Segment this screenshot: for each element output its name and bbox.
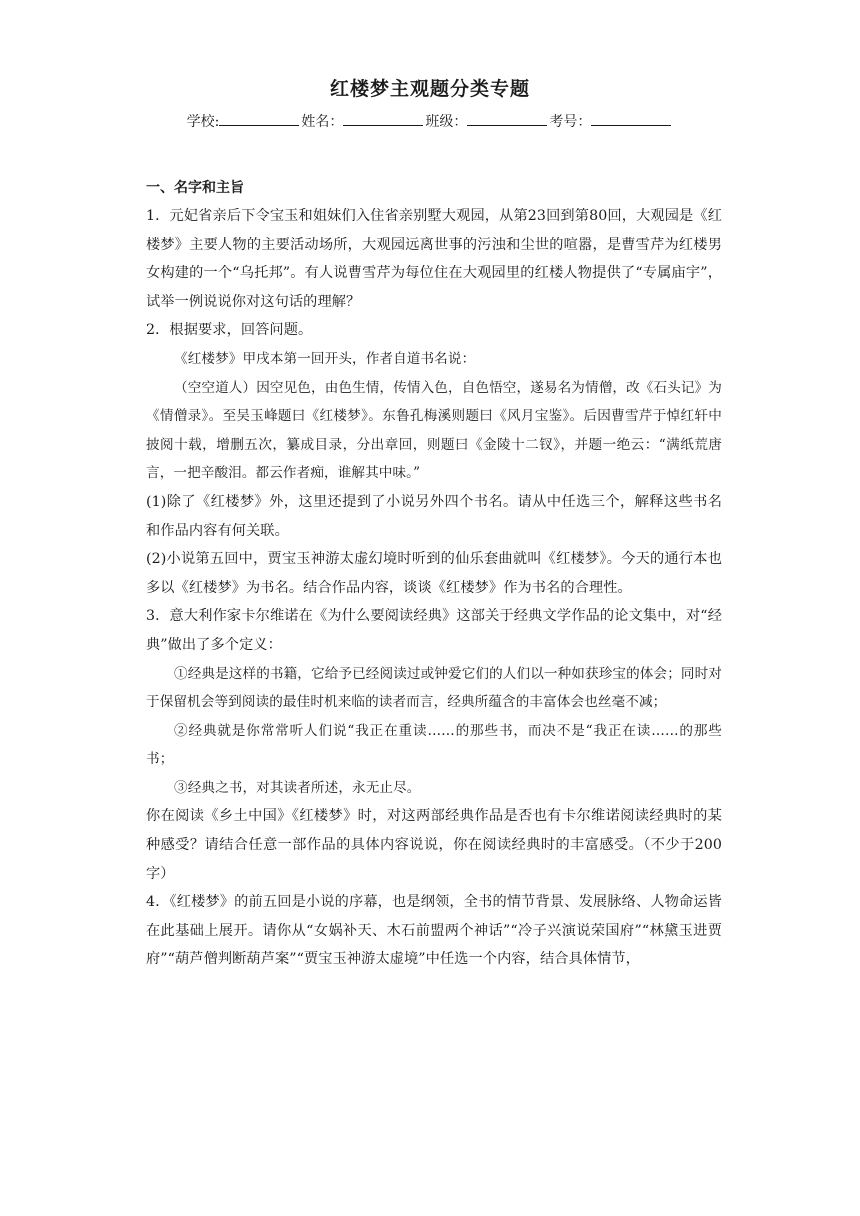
question-2-sub-2: (2)小说第五回中，贾宝玉神游太虚幻境时听到的仙乐套曲就叫《红楼梦》。今天的通行本也多以《红楼梦》为书名。结合作品内容，谈谈《红楼梦》作为书名的合理性。: [146, 551, 722, 596]
exam-no-label: 考号：: [549, 114, 592, 130]
question-4: 4．《红楼梦》的前五回是小说的序幕，也是纲领，全书的情节背景、发展脉络、人物命运皆在此基础上展开。请你从“女娲补天、木石前盟两个神话”“冷子兴演说荣国府”“林黛玉进贾府”“葫芦僧判断葫芦案”“贾宝玉神游太虚境”中任选一个内容，结合具体情节，: [146, 894, 722, 968]
question-2-quote-intro: 《红楼梦》甲戌本第一回开头，作者自道书名说：: [174, 350, 476, 367]
question-3-intro: 3．意大利作家卡尔维诺在《为什么要阅读经典》这部关于经典文学作品的论文集中，对“经典”做出了多个定义：: [146, 608, 722, 653]
question-2-quote: （空空道人）因空见色，由色生情，传情入色，自色悟空，遂易名为情僧，改《石头记》为《情僧录》。至吴玉峰题曰《红楼梦》。东鲁孔梅溪则题曰《风月宝鉴》。后因曹雪芹于悼红轩中披阅十载，增删五次，纂成目录，分出章回，则题曰《金陵十二钗》，并题一绝云：“满纸荒唐言，一把辛酸泪。都云作者痴，谁解其中味。”: [146, 379, 722, 482]
document-title: 红楼梦主观题分类专题: [329, 78, 530, 100]
question-3-definition-3: ③经典之书，对其读者所述，永无止尽。: [174, 779, 421, 796]
class-blank[interactable]: [467, 111, 547, 126]
question-1: 1．元妃省亲后下令宝玉和姐妹们入住省亲别墅大观园，从第23回到第80回，大观园是《红楼梦》主要人物的主要活动场所，大观园远离世事的污浊和尘世的喧嚣，是曹雪芹为红楼男女构建的一个“乌托邦”。有人说曹雪芹为每位住在大观园里的红楼人物提供了“专属庙宇”，试举一例说说你对这句话的理解？: [146, 208, 722, 310]
question-3-definition-2: ②经典就是你常常听人们说“我正在重读……的那些书，而决不是“我正在读……的那些书；: [146, 722, 722, 768]
question-2-intro: 2．根据要求，回答问题。: [146, 322, 313, 339]
section-heading: 一、名字和主旨: [146, 180, 244, 196]
exam-no-blank[interactable]: [591, 111, 671, 126]
question-block: [146, 202, 722, 974]
question-2-sub-1: (1)除了《红楼梦》外，这里还提到了小说另外四个书名。请从中任选三个，解释这些书名和作品内容有何关联。: [146, 493, 722, 539]
name-label: 姓名：: [301, 114, 344, 130]
school-label: 学校:: [186, 114, 220, 130]
question-3-question: 你在阅读《乡土中国》《红楼梦》时，对这两部经典作品是否也有卡尔维诺阅读经典时的某种感受？请结合任意一部作品的具体内容说说，你在阅读经典时的丰富感受。（不少于200字）: [146, 808, 722, 882]
student-info-line: [0, 111, 860, 131]
school-blank[interactable]: [219, 111, 299, 126]
question-3-definition-1: ①经典是这样的书籍，它给予已经阅读过或钟爱它们的人们以一种如获珍宝的体会；同时对于保留机会等到阅读的最佳时机来临的读者而言，经典所蕴含的丰富体会也丝毫不减；: [146, 665, 722, 711]
name-blank[interactable]: [343, 111, 423, 126]
class-label: 班级：: [425, 114, 468, 130]
